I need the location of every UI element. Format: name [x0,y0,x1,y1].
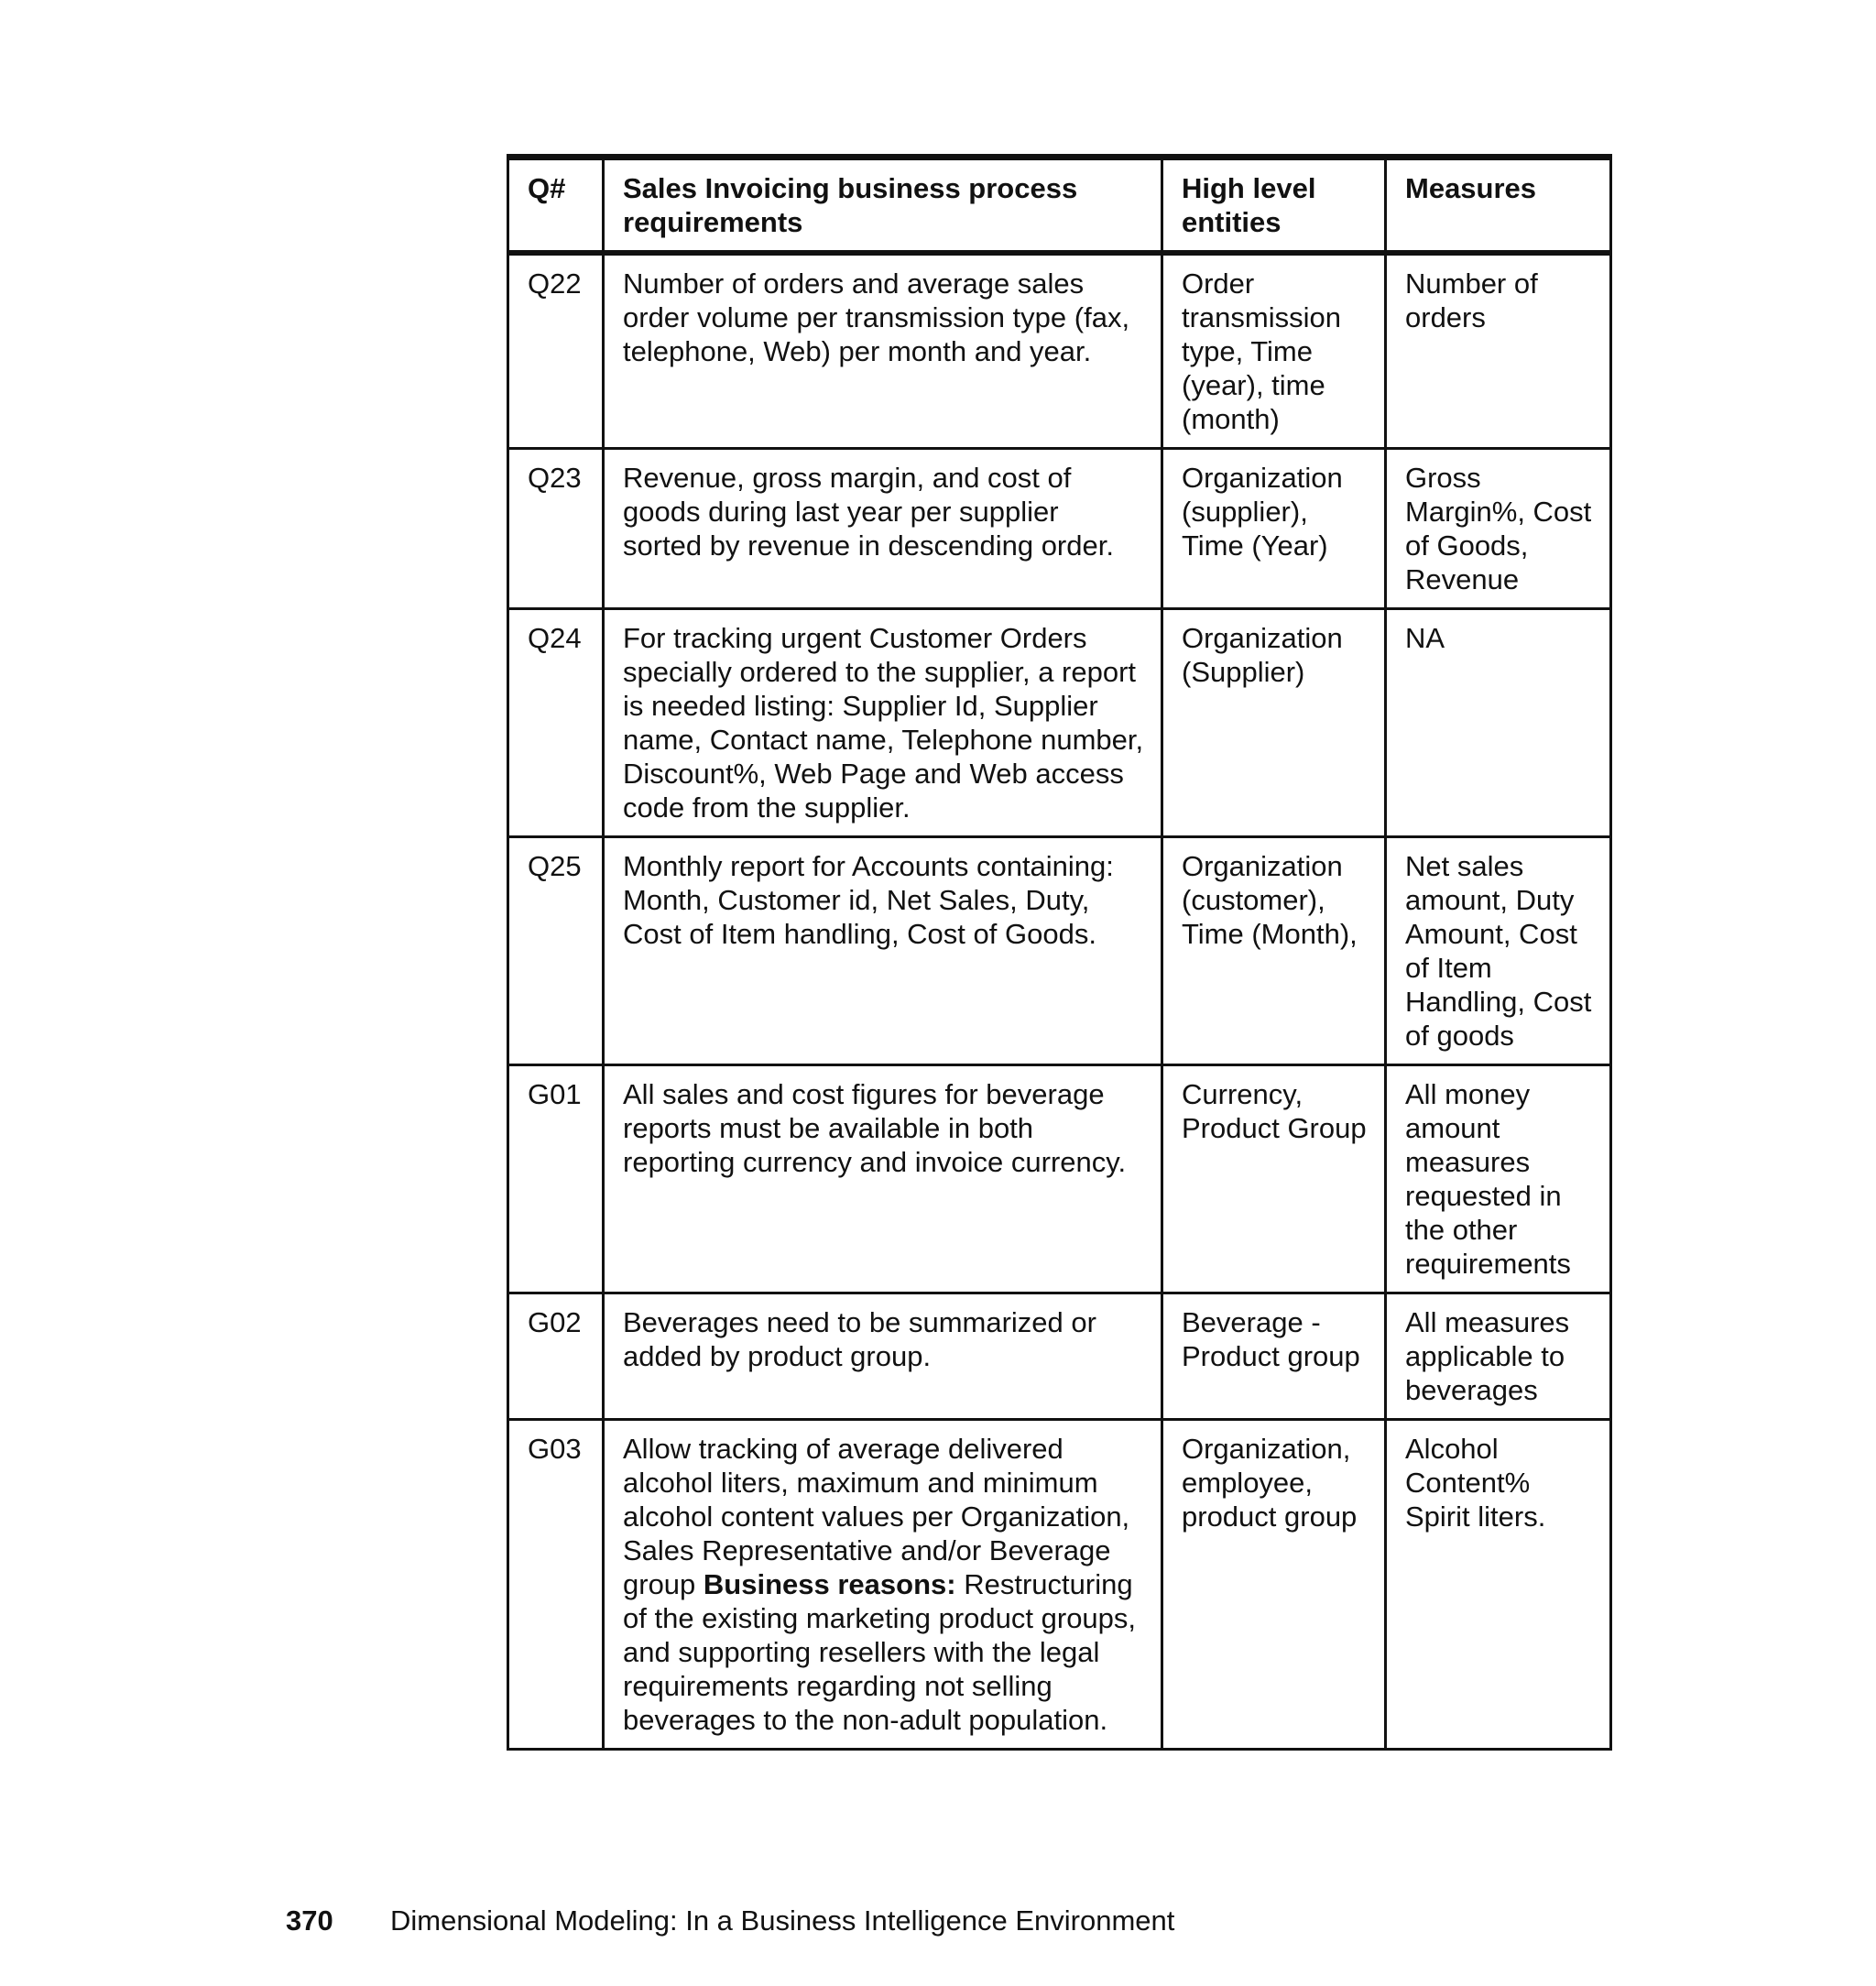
header-q: Q# [508,158,604,254]
business-reasons-text: Restructuring of the existing marketing product groups, and supporting resellers with the legal requirements regarding not selling beverages to the non-adult population. [623,1568,1137,1736]
cell-entities: Organization (supplier), Time (Year) [1162,449,1386,609]
cell-requirement: Beverages need to be summarized or added by product group. [604,1293,1162,1420]
cell-entities: Organization, employee, product group [1162,1420,1386,1750]
cell-measures: All money amount measures requested in the other requirements [1386,1065,1611,1293]
cell-q: Q23 [508,449,604,609]
table-header-row [508,158,1611,254]
page-footer [286,1904,1174,1937]
cell-entities: Beverage - Product group [1162,1293,1386,1420]
table-row [508,1065,1611,1293]
cell-requirement: Monthly report for Accounts containing: Month, Customer id, Net Sales, Duty, Cost of Item handling, Cost of Goods. [604,837,1162,1065]
requirements-table-container [507,154,1609,1751]
page-number: 370 [286,1904,333,1937]
cell-requirement: For tracking urgent Customer Orders specially ordered to the supplier, a report is needed listing: Supplier Id, Supplier name, Contact name, Telephone number, Discount%, Web Page and Web access code from the supplier. [604,609,1162,837]
cell-measures: Gross Margin%, Cost of Goods, Revenue [1386,449,1611,609]
cell-q: Q24 [508,609,604,837]
table-row [508,1420,1611,1750]
cell-measures: Net sales amount, Duty Amount, Cost of Item Handling, Cost of goods [1386,837,1611,1065]
table-row [508,609,1611,837]
cell-q: Q25 [508,837,604,1065]
header-requirements: Sales Invoicing business process requirements [604,158,1162,254]
cell-requirement: Revenue, gross margin, and cost of goods during last year per supplier sorted by revenue in descending order. [604,449,1162,609]
header-measures: Measures [1386,158,1611,254]
cell-measures: Number of orders [1386,253,1611,449]
cell-requirement [604,1420,1162,1750]
business-reasons-label: Business reasons: [703,1568,956,1600]
cell-measures: All measures applicable to beverages [1386,1293,1611,1420]
cell-requirement: Number of orders and average sales order volume per transmission type (fax, telephone, Web) per month and year. [604,253,1162,449]
table-row [508,253,1611,449]
table-row [508,449,1611,609]
table-row [508,837,1611,1065]
table-row [508,1293,1611,1420]
header-entities: High level entities [1162,158,1386,254]
cell-entities: Organization (Supplier) [1162,609,1386,837]
cell-measures: NA [1386,609,1611,837]
cell-entities: Organization (customer), Time (Month), [1162,837,1386,1065]
cell-q: Q22 [508,253,604,449]
cell-q: G01 [508,1065,604,1293]
cell-requirement: All sales and cost figures for beverage reports must be available in both reporting currency and invoice currency. [604,1065,1162,1293]
cell-entities: Currency, Product Group [1162,1065,1386,1293]
cell-q: G03 [508,1420,604,1750]
cell-q: G02 [508,1293,604,1420]
requirements-table [507,154,1612,1751]
cell-entities: Order transmission type, Time (year), time (month) [1162,253,1386,449]
requirement-text: Allow tracking of average delivered alcohol liters, maximum and minimum alcohol content values per Organization, Sales Representative and/or Beverage group [623,1433,1130,1600]
cell-measures: Alcohol Content% Spirit liters. [1386,1420,1611,1750]
book-title: Dimensional Modeling: In a Business Intelligence Environment [390,1904,1175,1937]
